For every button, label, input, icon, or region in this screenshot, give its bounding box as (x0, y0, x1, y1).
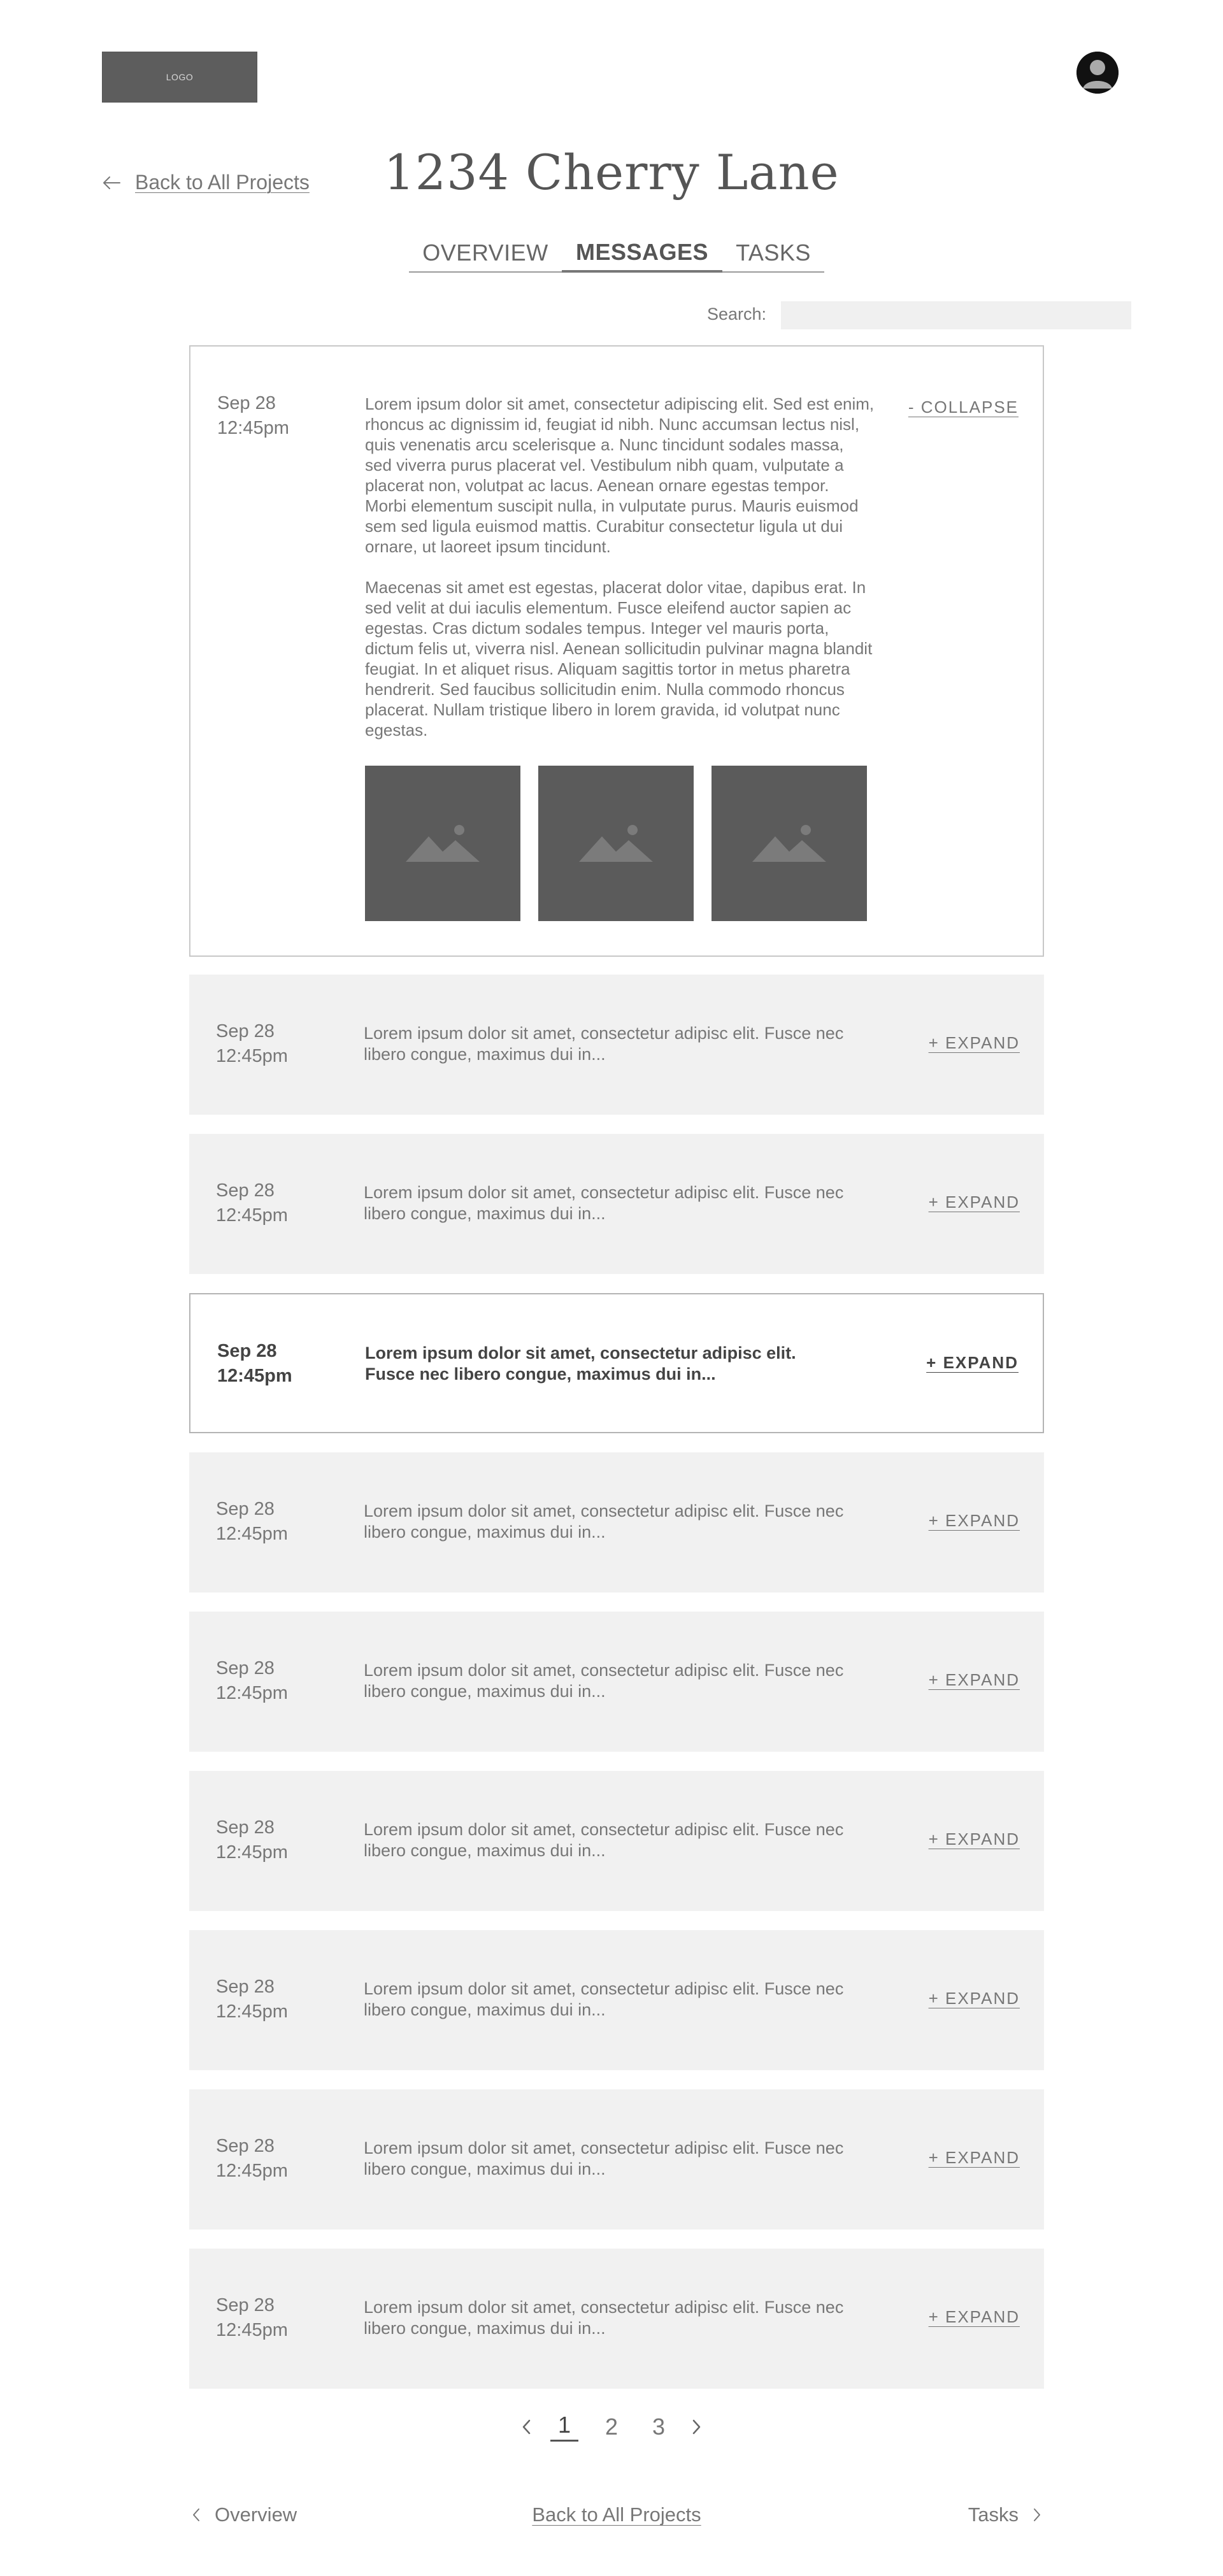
chevron-left-icon[interactable] (521, 2419, 531, 2435)
page-1-button[interactable]: 1 (550, 2412, 578, 2442)
next-section-link[interactable] (968, 2503, 1041, 2526)
message-preview: Lorem ipsum dolor sit amet, consectetur adipisc elit. Fusce nec libero congue, maximus dui in... (364, 1661, 844, 1701)
prev-section-label: Overview (215, 2503, 297, 2526)
image-attachment[interactable] (365, 766, 520, 921)
message-row[interactable] (189, 1771, 1044, 1911)
image-attachment[interactable] (712, 766, 867, 921)
message-preview: Lorem ipsum dolor sit amet, consectetur adipisc elit. Fusce nec libero congue, maximus dui in... (364, 1024, 844, 1064)
image-placeholder-icon (578, 821, 654, 866)
tab-messages[interactable]: MESSAGES (562, 234, 722, 273)
message-row[interactable] (189, 1930, 1044, 2070)
footer-back-container (189, 2503, 1044, 2526)
message-row[interactable] (189, 2249, 1044, 2389)
chevron-right-icon (1033, 2507, 1041, 2522)
avatar[interactable] (1076, 52, 1119, 94)
message-date: Sep 28 12:45pm (216, 1817, 288, 1863)
expand-button[interactable]: + EXPAND (928, 2148, 1020, 2167)
tab-overview[interactable]: OVERVIEW (422, 240, 548, 266)
message-date: Sep 28 12:45pm (217, 1341, 292, 1386)
chevron-left-icon (192, 2507, 201, 2522)
message-preview: Lorem ipsum dolor sit amet, consectetur adipisc elit. Fusce nec libero congue, maximus dui in... (364, 2138, 844, 2179)
expand-button[interactable]: + EXPAND (928, 1192, 1020, 1212)
chevron-right-icon[interactable] (692, 2419, 702, 2435)
search-input[interactable] (781, 301, 1131, 329)
message-date: Sep 28 12:45pm (217, 393, 289, 438)
expand-button[interactable]: + EXPAND (928, 1511, 1020, 1530)
tab-tasks[interactable]: TASKS (736, 240, 811, 266)
expand-button[interactable]: + EXPAND (928, 1989, 1020, 2008)
message-row[interactable] (189, 2089, 1044, 2229)
message-expanded (189, 345, 1044, 957)
prev-section-link[interactable] (192, 2503, 297, 2526)
message-date: Sep 28 12:45pm (216, 1021, 288, 1066)
message-preview: Lorem ipsum dolor sit amet, consectetur adipisc elit. Fusce nec libero congue, maximus dui in... (364, 2298, 844, 2338)
message-row-unread[interactable] (189, 1293, 1044, 1433)
pagination (0, 2412, 1223, 2442)
message-preview: Lorem ipsum dolor sit amet, consectetur adipisc elit. Fusce nec libero congue, maximus dui in... (364, 1979, 844, 2019)
message-date: Sep 28 12:45pm (216, 1977, 288, 2022)
tab-bar (409, 234, 824, 273)
expand-button[interactable]: + EXPAND (928, 1670, 1020, 1689)
page-3-button[interactable]: 3 (652, 2413, 666, 2440)
user-icon (1076, 52, 1119, 94)
message-preview: Lorem ipsum dolor sit amet, consectetur adipisc elit. Fusce nec libero congue, maximus dui in... (364, 1501, 844, 1542)
search-label: Search: (707, 304, 767, 324)
image-placeholder-icon (404, 821, 481, 866)
message-date: Sep 28 12:45pm (216, 2136, 288, 2181)
message-preview: Lorem ipsum dolor sit amet, consectetur adipisc elit. Fusce nec libero congue, maximus dui in... (364, 1183, 844, 1223)
message-date: Sep 28 12:45pm (216, 1499, 288, 1544)
message-date: Sep 28 12:45pm (216, 1658, 288, 1703)
expand-button[interactable]: + EXPAND (928, 2307, 1020, 2326)
image-placeholder-icon (751, 821, 827, 866)
expand-button[interactable]: + EXPAND (926, 1353, 1019, 1372)
message-date: Sep 28 12:45pm (216, 2295, 288, 2340)
message-preview: Lorem ipsum dolor sit amet, consectetur adipisc elit. Fusce nec libero congue, maximus dui in... (365, 1343, 796, 1384)
message-row[interactable] (189, 1452, 1044, 1592)
message-row[interactable] (189, 1612, 1044, 1752)
message-row[interactable] (189, 975, 1044, 1115)
page-2-button[interactable]: 2 (604, 2413, 619, 2440)
image-attachment[interactable] (538, 766, 694, 921)
attachment-thumbnails (365, 766, 867, 921)
expand-button[interactable]: + EXPAND (928, 1829, 1020, 1849)
collapse-button[interactable]: - COLLAPSE (908, 397, 1019, 417)
message-date: Sep 28 12:45pm (216, 1180, 288, 1226)
message-preview: Lorem ipsum dolor sit amet, consectetur adipisc elit. Fusce nec libero congue, maximus dui in... (364, 1820, 844, 1860)
logo-text: LOGO (166, 72, 194, 82)
next-section-label: Tasks (968, 2503, 1019, 2526)
message-row[interactable] (189, 1134, 1044, 1274)
footer-back-to-projects-link[interactable]: Back to All Projects (532, 2503, 701, 2526)
page-title: 1234 Cherry Lane (383, 144, 840, 201)
logo[interactable] (102, 52, 257, 103)
message-body: Lorem ipsum dolor sit amet, consectetur adipiscing elit. Sed est enim, rhoncus ac dignissim id, feugiat id nibh. Nunc accumsan lectus nisl, quis venenatis arcu scelerisque a. Nunc tincidunt sodales massa, sed viverra purus placerat vel. Vestibulum nibh quam, vulputate a placerat non, volutpat ac lacus. Aenean ornare egestas tempor. Morbi elementum suscipit nulla, in vulputate purus. Mauris euismod sem sed ligula euismod mattis. Curabitur consectetur ligula ut dui ornare, ut laoreet ipsum tincidunt. Maecenas sit amet est egestas, placerat dolor vitae, dapibus erat. In sed velit at dui iaculis elementum. Fusce eleifend auctor sapien ac egestas. Cras dictum sodales tempus. Integer vel mauris porta, dictum felis ut, viverra nisl. Aenean sollicitudin pulvinar magna blandit feugiat. In et aliquet risus. Aliquam sagittis tortor in metus pharetra hendrerit. Sed faucibus sollicitudin enim. Nulla commodo rhoncus placerat. Nullam tristique libero in lorem gravida, id volutpat nunc egestas. (365, 394, 875, 740)
expand-button[interactable]: + EXPAND (928, 1033, 1020, 1052)
footer-nav (189, 2503, 1044, 2533)
back-link-label: Back to All Projects (135, 171, 310, 194)
